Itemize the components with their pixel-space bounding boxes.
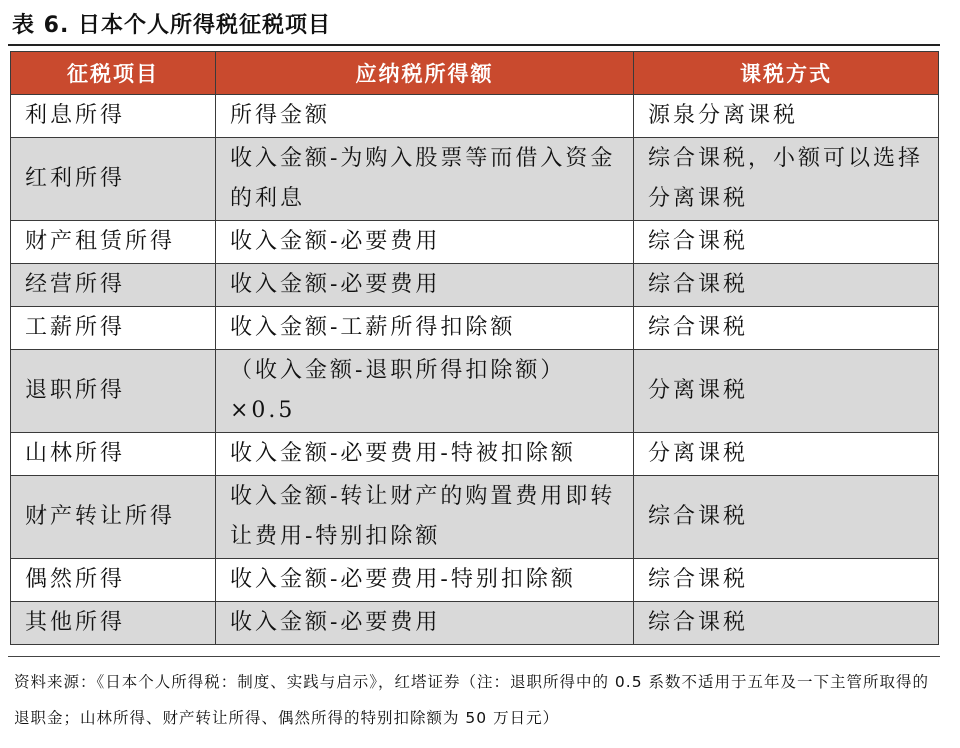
source-footnote: 资料来源：《日本个人所得税：制度、实践与启示》，红塔证券（注：退职所得中的 0.5 系数不适用于五年及一下主管所取得的退职金；山林所得、财产转让所得、偶然所得的特别扣除额为 50 万日元） xyxy=(14,673,930,727)
table-row xyxy=(11,307,939,350)
cell-item: 偶然所得 xyxy=(11,559,216,602)
cell-taxable-income: 收入金额-必要费用 xyxy=(216,221,634,264)
cell-item: 工薪所得 xyxy=(11,307,216,350)
cell-taxable-income: 收入金额-转让财产的购置费用即转让费用-特别扣除额 xyxy=(216,476,634,559)
table-row xyxy=(11,221,939,264)
cell-taxable-income: 所得金额 xyxy=(216,95,634,138)
table-row xyxy=(11,350,939,433)
cell-taxable-income: 收入金额-必要费用 xyxy=(216,602,634,645)
cell-taxable-income: （收入金额-退职所得扣除额）×0.5 xyxy=(216,350,634,433)
table-row xyxy=(11,95,939,138)
cell-taxable-income: 收入金额-工薪所得扣除额 xyxy=(216,307,634,350)
cell-tax-method: 综合课税 xyxy=(634,602,939,645)
table-row xyxy=(11,602,939,645)
table-row xyxy=(11,264,939,307)
table-row xyxy=(11,138,939,221)
cell-tax-method: 综合课税 xyxy=(634,307,939,350)
table-row xyxy=(11,433,939,476)
cell-item: 财产租赁所得 xyxy=(11,221,216,264)
cell-taxable-income: 收入金额-必要费用 xyxy=(216,264,634,307)
header-item: 征税项目 xyxy=(11,52,216,95)
tax-items-table xyxy=(10,51,939,645)
cell-tax-method: 综合课税 xyxy=(634,221,939,264)
cell-item: 利息所得 xyxy=(11,95,216,138)
table-header-row xyxy=(11,52,939,95)
cell-taxable-income: 收入金额-必要费用-特别扣除额 xyxy=(216,559,634,602)
cell-item: 其他所得 xyxy=(11,602,216,645)
header-tax-method: 课税方式 xyxy=(634,52,939,95)
header-taxable-income: 应纳税所得额 xyxy=(216,52,634,95)
cell-item: 退职所得 xyxy=(11,350,216,433)
cell-tax-method: 综合课税 xyxy=(634,559,939,602)
cell-tax-method: 分离课税 xyxy=(634,350,939,433)
cell-taxable-income: 收入金额-为购入股票等而借入资金的利息 xyxy=(216,138,634,221)
table-row xyxy=(11,559,939,602)
title-divider xyxy=(8,44,940,46)
cell-tax-method: 源泉分离课税 xyxy=(634,95,939,138)
cell-tax-method: 综合课税，小额可以选择分离课税 xyxy=(634,138,939,221)
cell-item: 财产转让所得 xyxy=(11,476,216,559)
cell-item: 经营所得 xyxy=(11,264,216,307)
cell-item: 红利所得 xyxy=(11,138,216,221)
cell-tax-method: 分离课税 xyxy=(634,433,939,476)
cell-tax-method: 综合课税 xyxy=(634,264,939,307)
cell-taxable-income: 收入金额-必要费用-特被扣除额 xyxy=(216,433,634,476)
footnote-divider xyxy=(8,656,940,657)
table-row xyxy=(11,476,939,559)
table-title: 表 6. 日本个人所得税征税项目 xyxy=(12,13,331,38)
cell-item: 山林所得 xyxy=(11,433,216,476)
cell-tax-method: 综合课税 xyxy=(634,476,939,559)
